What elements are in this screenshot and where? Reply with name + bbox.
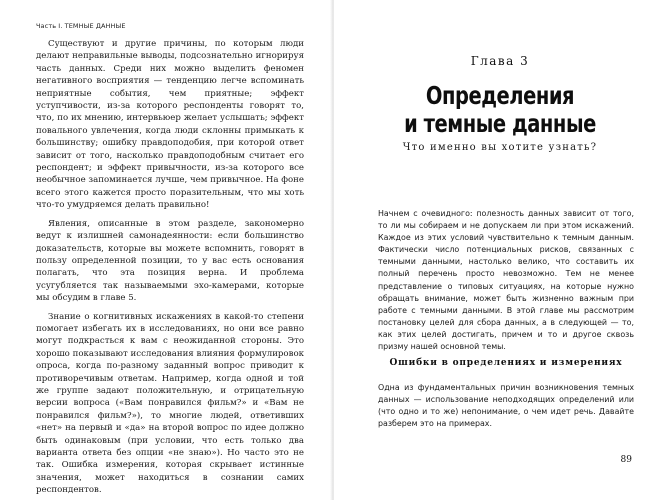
right-intro-text <box>378 208 634 359</box>
chapter-subtitle: Что именно вы хотите узнать? <box>402 142 598 153</box>
left-page <box>0 0 332 500</box>
section-heading: Ошибки в определениях и измерениях <box>389 358 623 368</box>
paragraph: Явления, описанные в этом разделе, закономерно ведут к излишней самонадеянности: если большинство доказательств, которые вы можете вспомнить, говорят в пользу определенной позиции, то у вас есть основания полагать, что эта позиция верна. И проблема усугубляется так называемыми эхо-камерами, которые мы обсудим в главе 5. <box>36 218 304 304</box>
chapter-title <box>371 82 630 138</box>
right-page <box>334 0 666 500</box>
chapter-title-line: и темные данные <box>404 109 596 138</box>
chapter-label: Глава 3 <box>470 54 530 68</box>
right-section-text <box>378 382 634 436</box>
paragraph: Начнем с очевидного: полезность данных зависит от того, то ли мы собираем и не допускаем ли при этом искажений. Каждое из этих условий чувствительно к темным данным. Фактически число потенциальных рисков, связанных с темными данными, настолько велико, что составить их полный перечень просто невозможно. Тем не менее представление о типовых ситуациях, на которые нужно обращать внимание, может быть жизненно важным при работе с темными данными. В этой главе мы рассмотрим постановку целей для сбора данных, а в следующей — то, как этих целей достигать, причем и то и другое сквозь призму нашей основной темы. <box>378 209 634 352</box>
page-number: 89 <box>620 455 632 465</box>
left-body-text <box>36 38 304 503</box>
paragraph: Одна из фундаментальных причин возникновения темных данных — использование неподходящих определений или (что одно и то же) непонимание, о чем идет речь. Давайте разберем это на примерах. <box>378 383 634 429</box>
chapter-title-line: Определения <box>425 81 575 110</box>
paragraph: Существуют и другие причины, по которым люди делают неправильные выводы, подсознательно игнорируя часть данных. Среди них можно выделить феномен негативного восприятия — тенденцию легче вспоминать неприятные события, чем приятные; эффект уступчивости, из-за которого респонденты говорят то, что, по их мнению, интервьюер желает услышать; эффект повального увлечения, когда люди склонны примыкать к большинству; ошибку правдоподобия, при которой ответ зависит от того, насколько правдоподобным считает его респондент; и эффект привычности, из-за которого все необычное запоминается лучше, чем привычное. На фоне всего этого кажется просто поразительным, что мы хоть что-то умудряемся делать правильно! <box>36 39 304 211</box>
running-head: Часть I. ТЕМНЫЕ ДАННЫЕ <box>36 22 126 30</box>
paragraph: Знание о когнитивных искажениях в какой-то степени помогает избегать их в исследованиях, но они все равно могут подкрасться к вам с неожиданной стороны. Это хорошо показывают исследования влияния формулировок опроса, когда по-разному заданный вопрос приводит к противоречивым ответам. Например, когда одной и той же группе задают положительную, и отрицательную версии вопроса («Вам понравился фильм?» и «Вам не понравился фильм?»), то многие людей, ответивших «нет» на первый и «да» на второй вопрос по идее должно быть одинаковым (при условии, что есть только два варианта ответа без опции «не знаю»). Но часто это не так. Ошибка измерения, которая скрывает истинные значения, может находиться в сознании самих респондентов. <box>36 311 304 496</box>
